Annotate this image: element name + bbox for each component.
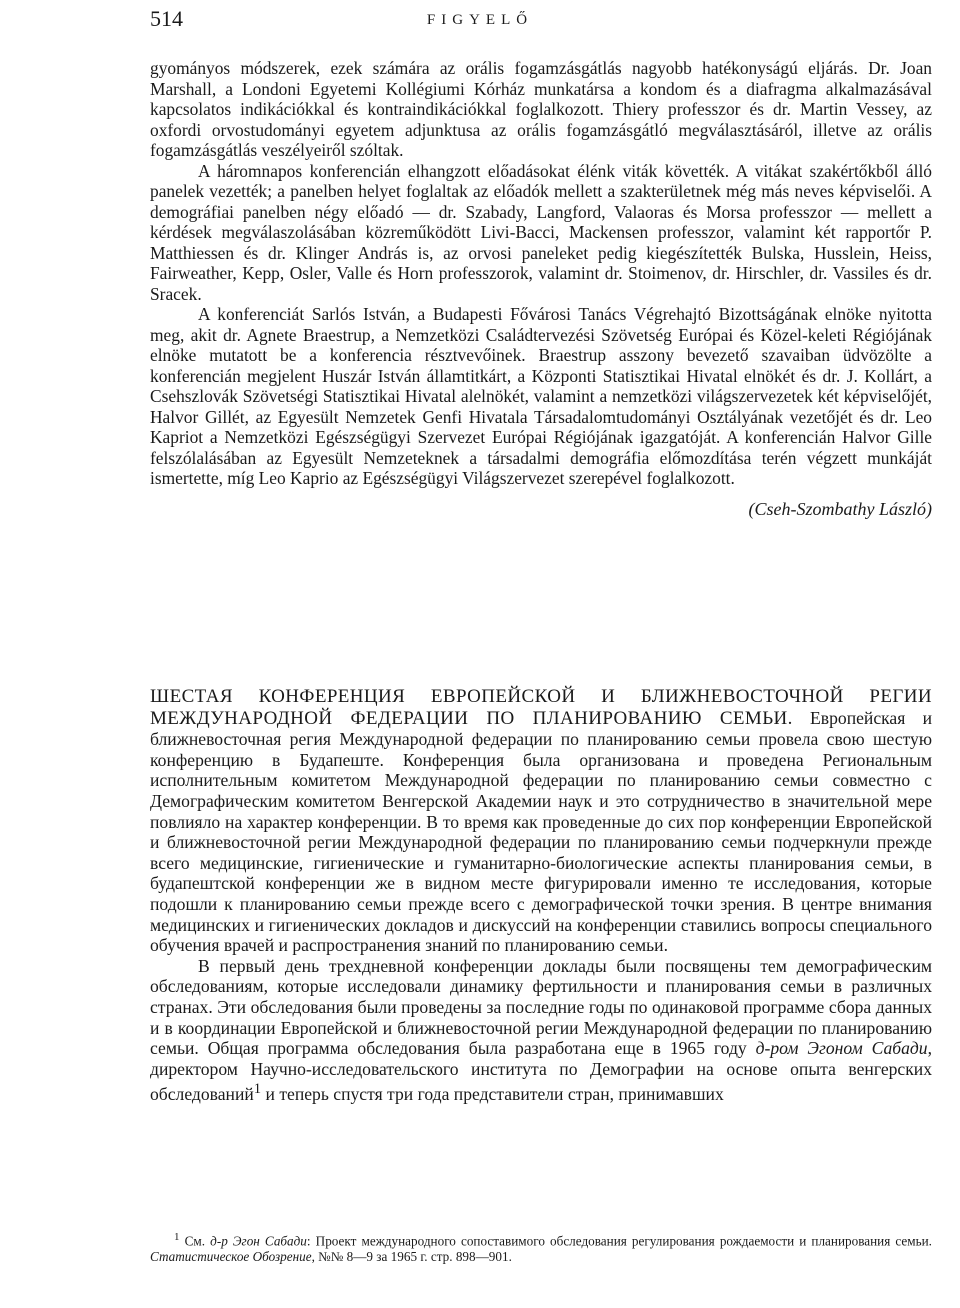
footnote-title: : Проект международного сопоставимого обследования регулирования рождаемости и планирования семьи.	[306, 1233, 932, 1249]
ru-paragraph-2-start: В первый день трехдневной конференции доклады были посвящены тем демографическим обследованиям, которые исследовали динамику фертильности и планирования семьи в различных странах. Эти обследования были проведены за последние годы по одинаковой программе сбора данных и в координации Европейской и ближневосточной регии Международной федерации по планированию семьи. Общая программа обследования была разработана еще в 1965 году	[150, 955, 932, 1059]
ru-paragraph-2	[150, 956, 932, 1105]
ru-paragraph-2-mid: , директором Научно-исследовательского института по Демографии на основе опыта венгерских обследований	[150, 1038, 932, 1105]
hungarian-report	[150, 58, 932, 519]
ru-heading: ШЕСТАЯ КОНФЕРЕНЦИЯ ЕВРОПЕЙСКОЙ И БЛИЖНЕВОСТОЧНОЙ РЕГИИ МЕЖДУНАРОДНОЙ ФЕДЕРАЦИИ ПО ПЛАНИРОВАНИЮ СЕМЬИ.	[150, 686, 932, 729]
hu-paragraph-3: A konferenciát Sarlós István, a Budapesti Fővárosi Tanács Végrehajtó Bizottságának elnöke nyitotta meg, akit dr. Agnete Braestrup, a Nemzetközi Családtervezési Szövetség Európai és Közel-keleti Régiójának elnöke mutatott be a konferencia résztvevőinek. Braestrup asszony bevezető szavaiban üdvözölte a konferencián megjelent Huszár István államtitkárt, a Központi Statisztikai Hivatal elnökét és dr. J. Kollárt, a Csehszlovák Szövetségi Statisztikai Hivatal alelnökét, valamint a nemzetközi világszervezetek két képviselőjét, Halvor Gillét, az Egyesült Nemzetek Genfi Hivatala Társadalomtudományi Osztályának vezetőjét és dr. Leo Kapriot a Nemzetközi Egészségügyi Szervezet Európai Régiójának igazgatóját. A konferencián Halvor Gille felszólalásában az Egyesült Nemzeteknek a társadalmi demográfia előmozdítása terén végzett munkáját ismertette, míg Leo Kaprio az Egészségügyi Világszervezet szerepével foglalkozott.	[150, 304, 932, 488]
footnote-end: , №№ 8—9 за 1965 г. стр. 898—901.	[311, 1248, 512, 1264]
footnote	[150, 1230, 932, 1264]
footnote-start: См.	[179, 1233, 211, 1249]
ru-paragraph-1	[150, 686, 932, 956]
footnote-author: д-р Эгон Сабади	[210, 1233, 307, 1249]
author-signature: (Cseh-Szombathy László)	[748, 498, 932, 519]
hu-paragraph-2: A háromnapos konferencián elhangzott előadásokat élénk viták követték. A vitákat szakértőkből álló panelek vezették; a panelben helyet foglaltak az előadók mellett a szakterületnek még más neves képviselői. A demográfiai panelben négy előadó — dr. Szabady, Langford, Valaoras és Morsa professzor — mellett a kérdések megválaszolásában közreműködött Livi-Bacci, Mackensen professzor, valamint két rapportőr P. Matthiessen és dr. Klinger András is, az orvosi paneleket pedig kiegészítették Bulska, Husslein, Heiss, Fairweather, Kepp, Osler, Valle és Horn professzorok, valamint dr. Stoimenov, dr. Hirschler, dr. Vassiles és dr. Sracek.	[150, 160, 932, 304]
russian-report	[150, 686, 932, 1105]
footnote-mark: 1	[174, 1231, 180, 1243]
running-title: FIGYELŐ	[426, 12, 534, 28]
ru-paragraph-2-end: и теперь спустя три года представители стран, принимавших	[261, 1084, 724, 1105]
hu-paragraph-1: gyományos módszerek, ezek számára az orális fogamzásgátlás nagyobb hatékonyságú eljárás. Dr. Joan Marshall, a Londoni Egyetemi Kollégiumi Kórház munkatársa a kondom és a diafragma alkalmazásával kapcsolatos indikációkkal és kontraindikációkkal foglalkozott. Thiery professzor és dr. Martin Vessey, az oxfordi orvostudományi egyetem adjunktusa az orális fogamzásgátló megválasztásáról, illetve az orális fogamzásgátlás veszélyeiről szóltak.	[150, 58, 932, 160]
ru-paragraph-1-text: Европейская и ближневосточная регия Международной федерации по планированию семьи провела свою шестую конференцию в Будапеште. Конференция была организована и проведена Региональным исполнительным комитетом Международной федерации по планированию семьи совместно с Демографическим комитетом Венгерской Академии наук и это сотрудничество в значительной мере повлияло на характер конференции. В то время как проведенные до сих пор конференции Европейской и ближневосточной регии Международной федерации по планированию семьи подчеркнули прежде всего медицинские, гигиенические и гуманитарно-биологические аспекты планирования семьи, в будапештской конференции же в видном месте фигурировали именно те исследования, которые подошли к планированию семьи прежде всего с демографической точки зрения. В центре внимания медицинских и гигиенических докладов и дискуссий на конференции ставились вопросы специального обучения врачей и распространения знаний по планированию семьи.	[150, 707, 932, 956]
footnote-journal: Статистическое Обозрение	[150, 1248, 312, 1264]
footnote-reference[interactable]: 1	[253, 1081, 262, 1098]
ru-person-name: д-ром Эгоном Сабади	[755, 1038, 928, 1059]
page-number: 514	[150, 6, 183, 31]
footnote-text	[150, 1230, 932, 1264]
